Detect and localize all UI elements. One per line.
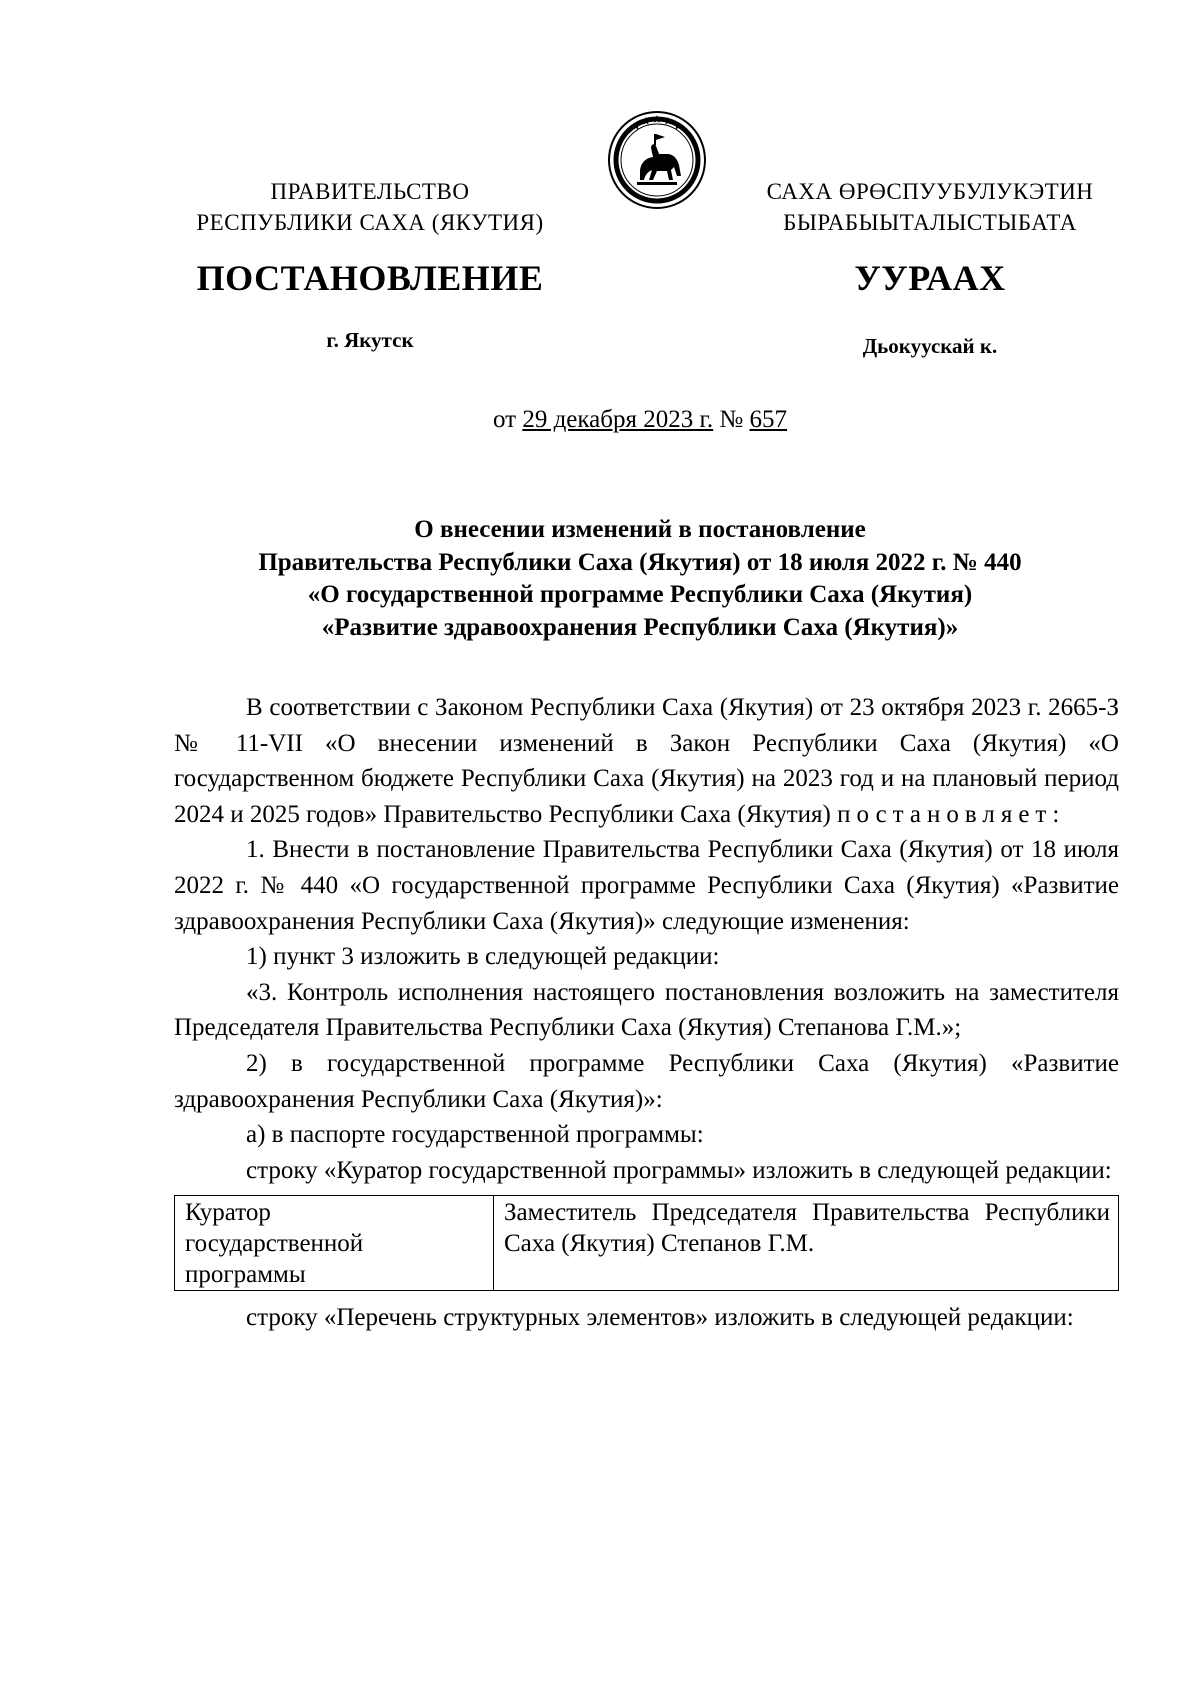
paragraph-subitem-2: 2) в государственной программе Республики Саха (Якутия) «Развитие здравоохранения Республики Саха (Якутия)»:	[174, 1049, 1119, 1113]
doc-type-ru: ПОСТАНОВЛЕНИЕ	[196, 258, 544, 298]
title-line1: О внесении изменений в постановление	[414, 516, 866, 543]
paragraph-structural-elements: строку «Перечень структурных элементов» изложить в следующей редакции:	[246, 1304, 1074, 1332]
paragraph-quote-3: «3. Контроль исполнения настоящего постановления возложить на заместителя Председателя Правительства Республики Саха (Якутия) Степанова Г.М.»;	[174, 978, 1119, 1042]
paragraph-curator-row: строку «Куратор государственной программы» изложить в следующей редакции:	[246, 1156, 1112, 1184]
curator-value-cell: Заместитель Председателя Правительства Республики Саха (Якутия) Степанов Г.М.	[494, 1196, 1119, 1291]
document-body	[174, 690, 1119, 1336]
document-date: 29 декабря 2023 г.	[522, 406, 714, 433]
doc-type-sakha: УУРААХ	[854, 258, 1006, 298]
paragraph-item-1: 1. Внести в постановление Правительства Республики Саха (Якутия) от 18 июля 2022 г. № 440 «О государственной программе Республики Саха (Якутия) «Развитие здравоохранения Республики Саха (Якутия)» следующие изменения:	[174, 836, 1119, 935]
preamble-text: В соответствии с Законом Республики Саха (Якутия) от 23 октября 2023 г. 2665-З № 11-VII «О внесении изменений в Закон Республики Саха (Якутия) «О государственном бюджете Республики Саха (Якутия) на 2023 год и на плановый период 2024 и 2025 годов» Правительство Республики Саха (Якутия)	[174, 694, 1119, 828]
org-name-ru-line2: РЕСПУБЛИКИ САХА (ЯКУТИЯ)	[196, 210, 544, 235]
document-number: 657	[749, 406, 788, 433]
document-title	[170, 514, 1110, 644]
curator-label-line2: государственной	[185, 1230, 364, 1258]
document-dateline	[170, 404, 1110, 436]
number-sign: №	[719, 406, 744, 433]
org-name-sakha-line2: БЫРАБЫЫТАЛЫСТЫБАТА	[783, 210, 1077, 235]
title-line3: «О государственной программе Республики Саха (Якутия)	[307, 581, 973, 608]
curator-label-cell	[175, 1196, 494, 1291]
resolves-spaced: постановляет:	[837, 800, 1066, 828]
org-name-ru	[170, 176, 570, 238]
table-row	[175, 1196, 1119, 1291]
sakha-coat-of-arms-icon	[607, 110, 707, 210]
city-sakha: Дьокуускай к.	[862, 334, 998, 358]
dateline-prefix: от	[492, 406, 517, 433]
title-line4: «Развитие здравоохранения Республики Саха (Якутия)»	[321, 613, 959, 641]
paragraph-subitem-1: 1) пункт 3 изложить в следующей редакции:	[246, 943, 720, 971]
org-name-ru-line1: ПРАВИТЕЛЬСТВО	[270, 179, 470, 204]
curator-label-line1: Куратор	[185, 1199, 271, 1227]
paragraph-subitem-a: а) в паспорте государственной программы:	[246, 1121, 704, 1149]
city-ru: г. Якутск	[326, 328, 414, 352]
paragraph-preamble	[174, 690, 1119, 832]
curator-label-line3: программы	[185, 1261, 306, 1289]
org-name-sakha-line1: САХА ӨРӨСПУУБУЛУКЭТИН	[766, 179, 1094, 204]
title-line2: Правительства Республики Саха (Якутия) от 18 июля 2022 г. № 440	[258, 548, 1022, 576]
org-name-sakha	[740, 176, 1120, 238]
curator-table	[174, 1195, 1119, 1291]
